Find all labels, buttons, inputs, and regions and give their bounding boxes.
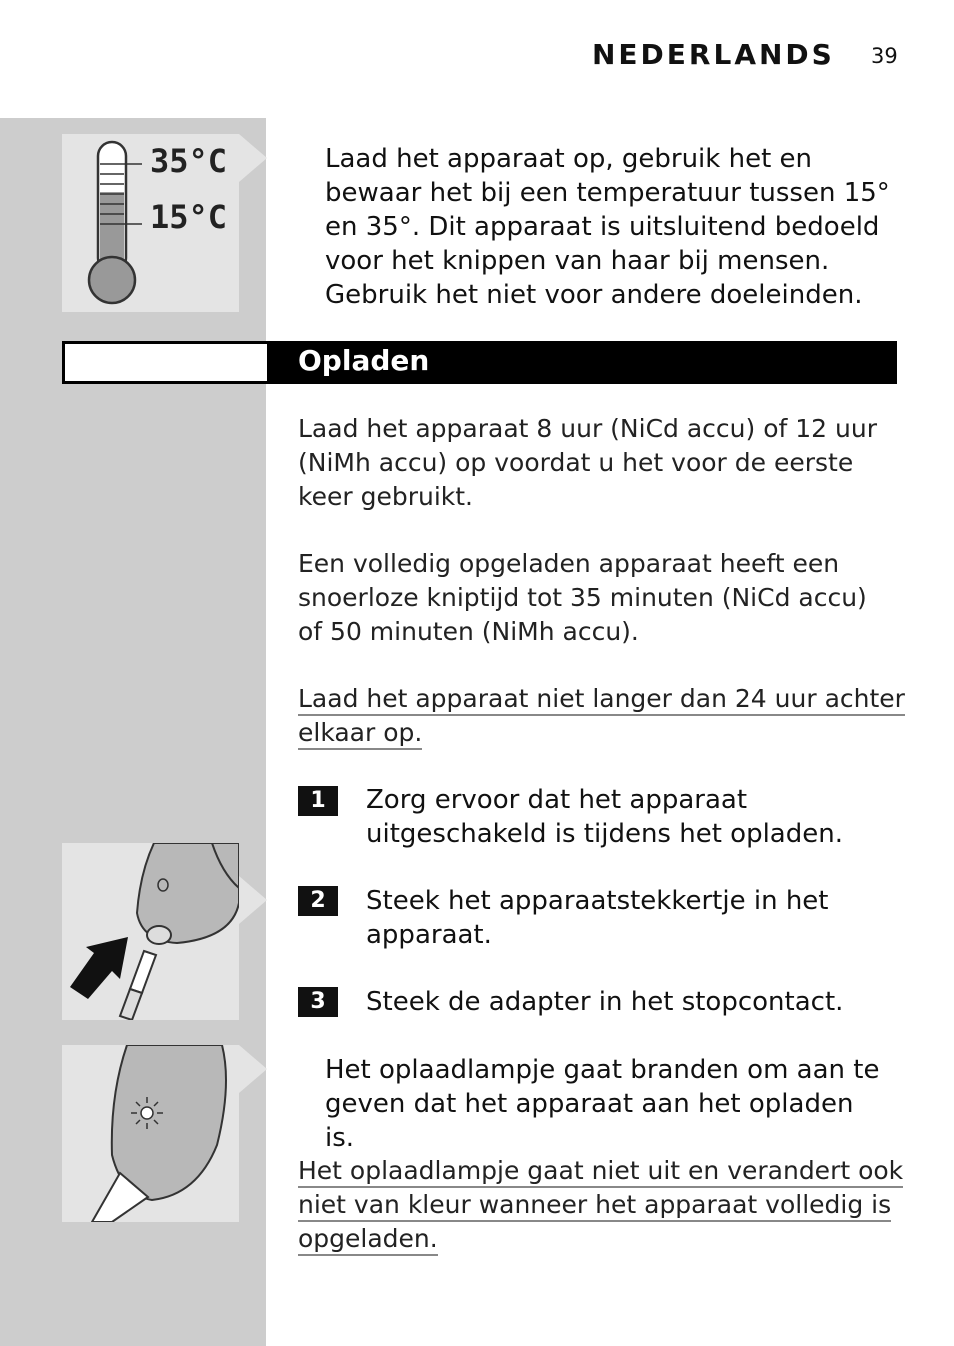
charging-time-paragraph: Laad het apparaat 8 uur (NiCd accu) of 12 uur (NiMh accu) op voordat u het voor de eerste keer gebruikt. [298,414,877,511]
cordless-time-paragraph: Een volledig opgeladen apparaat heeft een snoerloze kniptijd tot 35 minuten (NiCd accu) of 50 minuten (NiMh accu). [298,549,867,646]
step-1-number: 1 [298,786,338,816]
charging-limit-note: Laad het apparaat niet langer dan 24 uur achter elkaar op. [298,682,918,750]
charging-light-icon [62,1045,239,1222]
step-2-number: 2 [298,886,338,916]
charging-light-result: Het oplaadlampje gaat branden om aan te geven dat het apparaat aan het opladen is. [325,1055,880,1153]
step-2-text: Steek het apparaatstekkertje in het apparaat. [366,886,829,950]
section-title: Opladen [298,344,430,377]
plug-illustration [62,843,239,1020]
illustration-pointer [239,134,267,182]
illustration-pointer [239,1045,267,1093]
illustration-pointer [239,876,267,924]
step-3-number: 3 [298,987,338,1017]
step-1-text: Zorg ervoor dat het apparaat uitgeschakeld is tijdens het opladen. [366,785,843,849]
section-header-bar [62,341,897,384]
page-number: 39 [871,44,898,68]
thermometer-illustration [62,134,239,312]
intro-paragraph: Laad het apparaat op, gebruik het en bewaar het bij een temperatuur tussen 15° en 35°. Dit apparaat is uitsluitend bedoeld voor het knippen van haar bij mensen. Gebruik het niet voor andere doeleinden. [325,144,890,310]
charging-light-illustration [62,1045,239,1222]
plug-insert-icon [62,843,239,1020]
low-temp-label: 15°C [150,198,228,236]
charging-light-note: Het oplaadlampje gaat niet uit en verandert ook niet van kleur wanneer het apparaat volledig is opgeladen. [298,1154,918,1256]
step-3-text: Steek de adapter in het stopcontact. [366,987,844,1017]
language-header: NEDERLANDS [592,38,835,71]
high-temp-label: 35°C [150,142,228,180]
